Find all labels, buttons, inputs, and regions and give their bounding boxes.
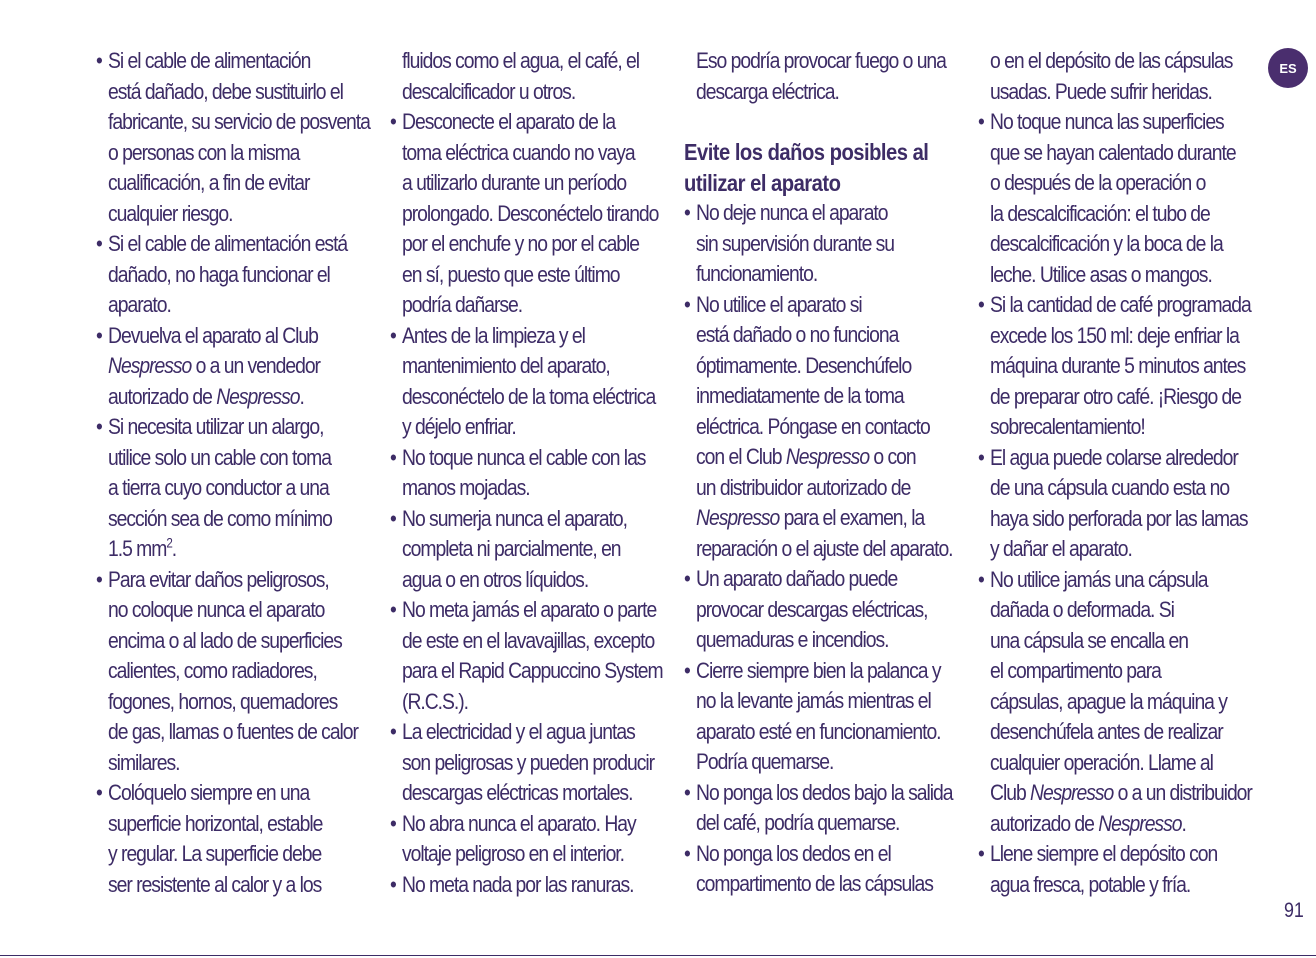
text-line: desconéctelo de la toma eléctrica: [402, 383, 656, 409]
text-span: .: [171, 536, 177, 561]
text-line: cualquier riesgo.: [108, 200, 233, 226]
list-item: [684, 656, 976, 778]
brand-name: Nespresso: [216, 383, 300, 409]
text-line: No utilice jamás una cápsula: [990, 566, 1208, 592]
text-line: son peligrosas y pueden producir: [402, 749, 655, 775]
text-line: manos mojadas.: [402, 475, 530, 500]
bullet: •: [978, 444, 984, 470]
text-line: o en el depósito de las cápsulas: [990, 48, 1233, 73]
text-line: Si necesita utilizar un alargo,: [108, 414, 324, 439]
text-line: excede los 150 ml: deje enfriar la: [990, 322, 1239, 348]
text-line: No ponga los dedos en el: [696, 840, 891, 866]
text-line: No toque nunca el cable con las: [402, 444, 646, 470]
bullet: •: [684, 200, 690, 225]
text-line: Desconecte el aparato de la: [402, 109, 616, 134]
text-line: utilice solo un cable con toma: [108, 444, 331, 470]
bullet: •: [96, 414, 102, 439]
list-item: [96, 46, 388, 229]
list-item: [978, 565, 1270, 840]
bullet: •: [978, 109, 984, 134]
continued-paragraph: [390, 46, 682, 107]
column-2: [390, 46, 682, 900]
text-line: y dañar el aparato.: [990, 536, 1132, 561]
page-number: 91: [1284, 899, 1304, 922]
bullet: •: [390, 444, 396, 470]
bullet: •: [684, 657, 690, 683]
heading-line: utilizar el aparato: [684, 169, 841, 196]
text-line: sección sea de como mínimo: [108, 505, 332, 531]
text-line: usadas. Puede sufrir heridas.: [990, 78, 1212, 104]
text-line: sobrecalentamiento!: [990, 414, 1145, 439]
text-span: .: [1181, 810, 1186, 836]
brand-name: Nespresso: [1030, 780, 1114, 805]
bullet: •: [96, 48, 102, 73]
bullet: •: [390, 322, 396, 348]
text-line: provocar descargas eléctricas,: [696, 596, 928, 622]
bullet: •: [390, 505, 396, 531]
text-line: [108, 382, 388, 413]
column-4: [978, 46, 1270, 900]
brand-name: Nespresso: [108, 353, 192, 378]
text-span: o con: [869, 444, 916, 469]
text-line: o personas con la misma: [108, 139, 300, 165]
text-line: voltaje peligroso en el interior.: [402, 841, 624, 866]
bullet: •: [96, 322, 102, 348]
list-item: [978, 107, 1270, 290]
text-line: y déjelo enfriar.: [402, 414, 516, 439]
text-line: leche. Utilice asas o mangos.: [990, 261, 1212, 287]
text-line: óptimamente. Desenchúfelo: [696, 352, 912, 378]
text-line: eléctrica. Póngase en contacto: [696, 413, 930, 439]
text-line: similares.: [108, 749, 180, 775]
bullet: •: [96, 231, 102, 256]
text-line: Para evitar daños peligrosos,: [108, 566, 329, 592]
text-line: a tierra cuyo conductor a una: [108, 475, 329, 500]
text-line: Eso podría provocar fuego o una: [696, 48, 946, 73]
text-line: No deje nunca el aparato: [696, 200, 888, 225]
text-line: dañado, no haga funcionar el: [108, 261, 330, 287]
text-line: de este en el lavavajillas, excepto: [402, 627, 655, 653]
text-span: Club: [990, 780, 1031, 805]
text-span: o a un distribuidor: [1113, 780, 1252, 805]
text-line: [108, 534, 388, 565]
bullet: •: [390, 719, 396, 744]
text-line: reparación o el ajuste del aparato.: [696, 535, 953, 561]
list-item: [684, 778, 976, 839]
text-line: ser resistente al calor y a los: [108, 871, 322, 897]
list-item: [390, 717, 682, 809]
text-line: cualificación, a fin de evitar: [108, 170, 310, 195]
brand-name: Nespresso: [785, 444, 870, 469]
bullet: •: [96, 566, 102, 592]
list-item: [390, 321, 682, 443]
text-line: toma eléctrica cuando no vaya: [402, 139, 635, 165]
text-line: o después de la operación o: [990, 170, 1206, 195]
column-1: [96, 46, 388, 900]
text-line: descalcificación y la boca de la: [990, 231, 1223, 256]
text-span: autorizado de: [990, 810, 1099, 836]
text-line: Llene siempre el depósito con: [990, 841, 1218, 866]
bottom-rule: [0, 955, 1316, 956]
list-item: [96, 412, 388, 565]
text-line: agua fresca, potable y fría.: [990, 871, 1191, 897]
text-line: fogones, hornos, quemadores: [108, 688, 338, 714]
text-line: [990, 809, 1270, 840]
text-line: no la levante jamás mientras el: [696, 688, 931, 713]
text-span: para el examen, la: [779, 505, 925, 530]
text-line: Antes de la limpieza y el: [402, 322, 585, 348]
text-line: Colóquelo siempre en una: [108, 780, 310, 805]
continued-paragraph: [684, 46, 976, 107]
text-line: fabricante, su servicio de posventa: [108, 109, 370, 134]
text-line: desenchúfela antes de realizar: [990, 719, 1223, 744]
text-line: No ponga los dedos bajo la salida: [696, 779, 953, 805]
text-line: descalcificador u otros.: [402, 78, 576, 104]
text-line: haya sido perforada por las lamas: [990, 505, 1248, 531]
heading-line: Evite los daños posibles al: [684, 139, 929, 165]
text-line: una cápsula se encalla en: [990, 627, 1189, 653]
brand-name: Nespresso: [1098, 810, 1182, 836]
bullet: •: [684, 840, 690, 866]
text-line: está dañado o no funciona: [696, 322, 899, 347]
text-span: autorizado de: [108, 383, 217, 409]
bullet: •: [684, 291, 690, 317]
text-line: del café, podría quemarse.: [696, 810, 900, 835]
text-line: dañada o deformada. Si: [990, 597, 1174, 622]
bullet: •: [390, 871, 396, 897]
text-line: No sumerja nunca el aparato,: [402, 505, 627, 531]
text-line: prolongado. Desconéctelo tirando: [402, 200, 659, 226]
list-item: [684, 564, 976, 656]
text-line: de preparar otro café. ¡Riesgo de: [990, 383, 1242, 409]
text-line: Si el cable de alimentación está: [108, 231, 348, 256]
text-line: Si la cantidad de café programada: [990, 292, 1251, 317]
text-line: Un aparato dañado puede: [696, 566, 898, 591]
text-line: está dañado, debe sustituirlo el: [108, 78, 343, 104]
bullet: •: [978, 292, 984, 317]
list-item: [390, 809, 682, 870]
text-line: calientes, como radiadores,: [108, 658, 317, 683]
text-line: compartimento de las cápsulas: [696, 871, 933, 896]
text-line: la descalcificación: el tubo de: [990, 200, 1210, 226]
bullet: •: [978, 566, 984, 592]
text-line: (R.C.S.).: [402, 688, 469, 714]
list-item: [96, 229, 388, 321]
text-line: No abra nunca el aparato. Hay: [402, 810, 636, 836]
text-line: El agua puede colarse alrededor: [990, 444, 1238, 470]
text-line: No toque nunca las superficies: [990, 109, 1224, 134]
list-item: [684, 839, 976, 900]
list-item: [978, 290, 1270, 443]
bullet: •: [96, 780, 102, 805]
text-line: el compartimento para: [990, 658, 1161, 683]
text-line: y regular. La superficie debe: [108, 841, 322, 866]
brand-name: Nespresso: [696, 505, 780, 530]
text-line: descargas eléctricas mortales.: [402, 780, 633, 805]
bullet: •: [978, 841, 984, 866]
text-line: mantenimiento del aparato,: [402, 353, 610, 378]
text-line: No meta nada por las ranuras.: [402, 871, 634, 897]
list-item: [684, 290, 976, 565]
list-item: [684, 198, 976, 290]
list-item: [390, 443, 682, 504]
list-item: [978, 839, 1270, 900]
text-line: aparato.: [108, 292, 171, 317]
text-line: por el enchufe y no por el cable: [402, 231, 640, 256]
text-line: Si el cable de alimentación: [108, 48, 311, 73]
list-item: [390, 870, 682, 901]
text-line: cápsulas, apague la máquina y: [990, 688, 1227, 714]
text-line: aparato esté en funcionamiento.: [696, 718, 941, 744]
text-line: [696, 503, 976, 534]
text-line: funcionamiento.: [696, 261, 818, 286]
bullet: •: [390, 810, 396, 836]
bullet: •: [684, 566, 690, 591]
text-line: [696, 442, 976, 473]
text-line: agua o en otros líquidos.: [402, 566, 589, 592]
superscript: 2: [166, 535, 172, 551]
list-item: [978, 443, 1270, 565]
text-line: Podría quemarse.: [696, 749, 834, 774]
list-item: [96, 321, 388, 413]
text-line: no coloque nunca el aparato: [108, 597, 325, 622]
section-heading: [684, 137, 976, 198]
language-badge: ES: [1268, 48, 1308, 88]
text-line: [990, 778, 1270, 809]
list-item: [390, 595, 682, 717]
text-line: encima o al lado de superficies: [108, 627, 342, 653]
text-line: de gas, llamas o fuentes de calor: [108, 719, 358, 744]
text-line: un distribuidor autorizado de: [696, 474, 911, 500]
list-item: [96, 565, 388, 779]
text-line: fluidos como el agua, el café, el: [402, 48, 640, 73]
text-line: superficie horizontal, estable: [108, 810, 323, 836]
text-line: podría dañarse.: [402, 292, 523, 317]
list-item: [390, 504, 682, 596]
text-line: de una cápsula cuando esta no: [990, 475, 1230, 500]
text-line: máquina durante 5 minutos antes: [990, 353, 1246, 378]
text-line: para el Rapid Cappuccino System: [402, 658, 663, 683]
text-line: Devuelva el aparato al Club: [108, 322, 318, 348]
text-span: o a un vendedor: [191, 353, 320, 378]
text-line: descarga eléctrica.: [696, 78, 839, 104]
column-3: [684, 46, 976, 900]
text-line: sin supervisión durante su: [696, 230, 895, 256]
bullet: •: [390, 597, 396, 622]
text-line: en sí, puesto que este último: [402, 261, 620, 287]
list-item: [96, 778, 388, 900]
text-line: a utilizarlo durante un período: [402, 170, 627, 195]
text-line: quemaduras e incendios.: [696, 627, 889, 652]
text-line: inmediatamente de la toma: [696, 383, 904, 408]
text-line: que se hayan calentado durante: [990, 139, 1236, 165]
text-span: 1.5 mm: [108, 536, 167, 561]
spacer: [684, 107, 976, 137]
text-line: No meta jamás el aparato o parte: [402, 597, 657, 622]
bullet: •: [684, 779, 690, 805]
text-line: Cierre siempre bien la palanca y: [696, 657, 941, 683]
continued-paragraph: [978, 46, 1270, 107]
text-line: completa ni parcialmente, en: [402, 536, 621, 561]
text-span: con el Club: [696, 444, 786, 469]
text-span: .: [299, 383, 304, 409]
text-line: cualquier operación. Llame al: [990, 749, 1213, 775]
text-line: [108, 351, 388, 382]
bullet: •: [390, 109, 396, 134]
text-line: La electricidad y el agua juntas: [402, 719, 635, 744]
list-item: [390, 107, 682, 321]
text-line: No utilice el aparato si: [696, 291, 862, 317]
